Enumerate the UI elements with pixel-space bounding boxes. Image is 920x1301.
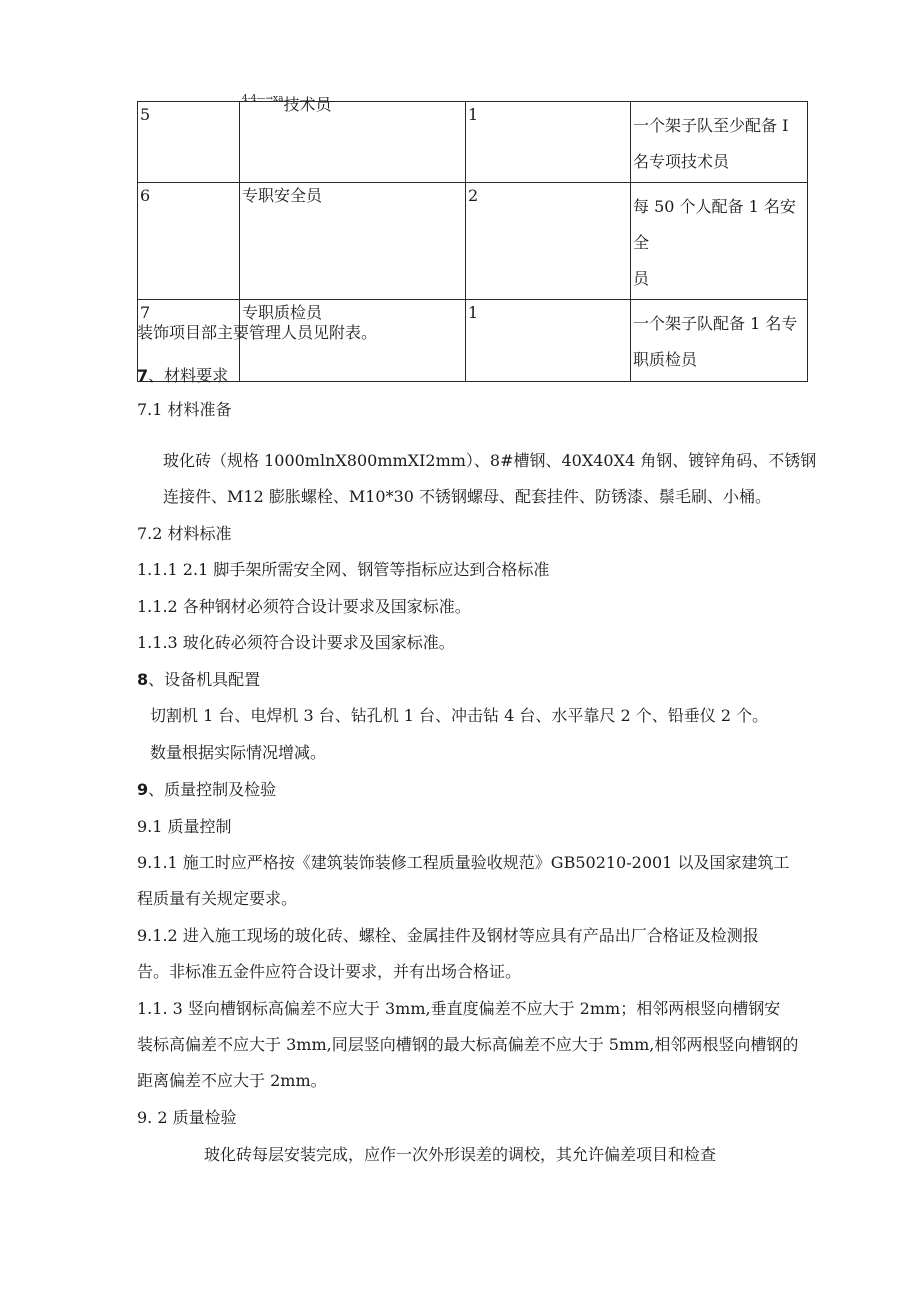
paragraph-line: 数量根据实际情况增减。	[150, 743, 327, 762]
garbled-prefix: 4-4—→xa	[242, 94, 284, 104]
paragraph-line: 连接件、M12 膨胀螺栓、M10*30 不锈钢螺母、配套挂件、防锈漆、鬃毛刷、小桶。	[163, 487, 772, 506]
list-item: 1.1.3 玻化砖必须符合设计要求及国家标准。	[137, 633, 455, 652]
section-heading-8	[137, 670, 260, 690]
subsection-9-1: 9.1 质量控制	[137, 817, 232, 836]
subsection-9-2: 9. 2 质量检验	[137, 1108, 237, 1127]
section-heading-7	[137, 366, 228, 386]
note-line: 职质检员	[633, 350, 698, 369]
paragraph-line: 距离偏差不应大于 2mm。	[137, 1071, 327, 1090]
paragraph-line: 程质量有关规定要求。	[137, 889, 298, 908]
quantity-cell: 1	[466, 300, 631, 382]
paragraph-line: 9.1.1 施工时应严格按《建筑装饰装修工程质量验收规范》GB50210-2001 以及国家建筑工	[137, 853, 790, 872]
table-row	[138, 183, 808, 300]
quantity-cell: 1	[466, 102, 631, 183]
role-label: 技术员	[283, 95, 332, 114]
section-number: 8	[137, 670, 149, 689]
row-number: 6	[138, 183, 240, 300]
paragraph-line: 玻化砖（规格 1000mlnX800mmXI2mm）、8#槽钢、40X40X4 角钢、镀锌角码、不锈钢	[163, 451, 817, 470]
row-number: 5	[138, 102, 240, 183]
role-label: 专职质检员	[242, 303, 323, 322]
note-line: 名专项技术员	[633, 152, 730, 171]
paragraph-line: 玻化砖每层安装完成，应作一次外形误差的调校，其允许偏差项目和检查	[204, 1145, 717, 1164]
section-title: 、质量控制及检验	[148, 780, 277, 799]
role-clipped	[242, 92, 332, 118]
paragraph-line: 1.1. 3 竖向槽钢标高偏差不应大于 3mm,垂直度偏差不应大于 2mm；相邻两根竖向槽钢安	[137, 999, 781, 1018]
section-number: 7	[137, 366, 149, 385]
paragraph-line: 切割机 1 台、电焊机 3 台、钻孔机 1 台、冲击钻 4 台、水平靠尺 2 个、铅垂仪 2 个。	[150, 706, 769, 725]
subsection-7-2: 7.2 材料标准	[137, 524, 232, 543]
paragraph-line: 9.1.2 进入施工现场的玻化砖、螺栓、金属挂件及钢材等应具有产品出厂合格证及检测报	[137, 926, 759, 945]
note-cell	[631, 183, 808, 300]
list-item: 1.1.1 2.1 脚手架所需安全网、钢管等指标应达到合格标准	[137, 560, 550, 579]
table-row	[138, 102, 808, 183]
role-label: 专职安全员	[242, 186, 323, 205]
note-line: 员	[633, 269, 650, 288]
note-line: 每 50 个人配备 1 名安全	[633, 197, 796, 252]
paragraph-line: 装标高偏差不应大于 3mm,同层竖向槽钢的最大标高偏差不应大于 5mm,相邻两根竖向槽钢的	[137, 1035, 799, 1054]
note-cell	[631, 102, 808, 183]
table-note: 装饰项目部主要管理人员见附表。	[137, 323, 378, 342]
role-cell	[240, 183, 466, 300]
row-number: 7	[138, 300, 240, 382]
note-line: 一个架子队配备 1 名专	[633, 314, 798, 333]
section-title: 、设备机具配置	[148, 670, 261, 689]
note-cell	[631, 300, 808, 382]
paragraph-line: 告。非标准五金件应符合设计要求，并有出场合格证。	[137, 962, 522, 981]
quantity-cell: 2	[466, 183, 631, 300]
note-line: 一个架子队至少配备 I	[633, 116, 789, 135]
section-heading-9	[137, 780, 276, 800]
subsection-7-1: 7.1 材料准备	[137, 400, 232, 419]
section-title: 、材料要求	[148, 366, 229, 385]
list-item: 1.1.2 各种钢材必须符合设计要求及国家标准。	[137, 597, 471, 616]
section-number: 9	[137, 780, 149, 799]
